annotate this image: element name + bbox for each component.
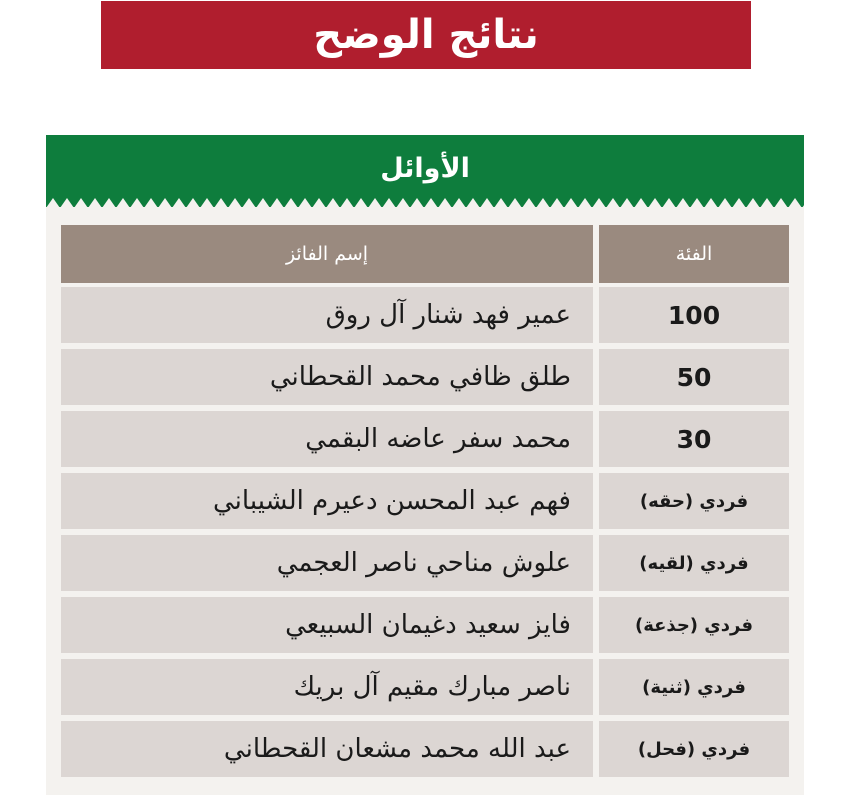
zigzag-edge-icon (46, 198, 804, 208)
section-title: الأوائل (380, 152, 470, 184)
section-header (46, 135, 804, 207)
row-name: محمد سفر عاضه البقمي (61, 411, 593, 467)
row-category: فردي (جذعة) (599, 597, 789, 653)
row-category: 50 (599, 349, 789, 405)
row-name: ناصر مبارك مقيم آل بريك (61, 659, 593, 715)
row-name: فايز سعيد دغيمان السبيعي (61, 597, 593, 653)
row-category: فردي (فحل) (599, 721, 789, 777)
row-category: فردي (لقيه) (599, 535, 789, 591)
row-category: فردي (ثنية) (599, 659, 789, 715)
page-title: نتائج الوضح (313, 12, 539, 58)
row-name: عمير فهد شنار آل روق (61, 287, 593, 343)
row-name: طلق ظافي محمد القحطاني (61, 349, 593, 405)
results-card (46, 135, 804, 795)
row-category: 100 (599, 287, 789, 343)
header-name: إسم الفائز (61, 225, 593, 283)
page-title-banner (101, 1, 751, 69)
row-name: عبد الله محمد مشعان القحطاني (61, 721, 593, 777)
row-name: علوش مناحي ناصر العجمي (61, 535, 593, 591)
header-category: الفئة (599, 225, 789, 283)
row-category: 30 (599, 411, 789, 467)
row-category: فردي (حقه) (599, 473, 789, 529)
row-name: فهم عبد المحسن دعيرم الشيباني (61, 473, 593, 529)
